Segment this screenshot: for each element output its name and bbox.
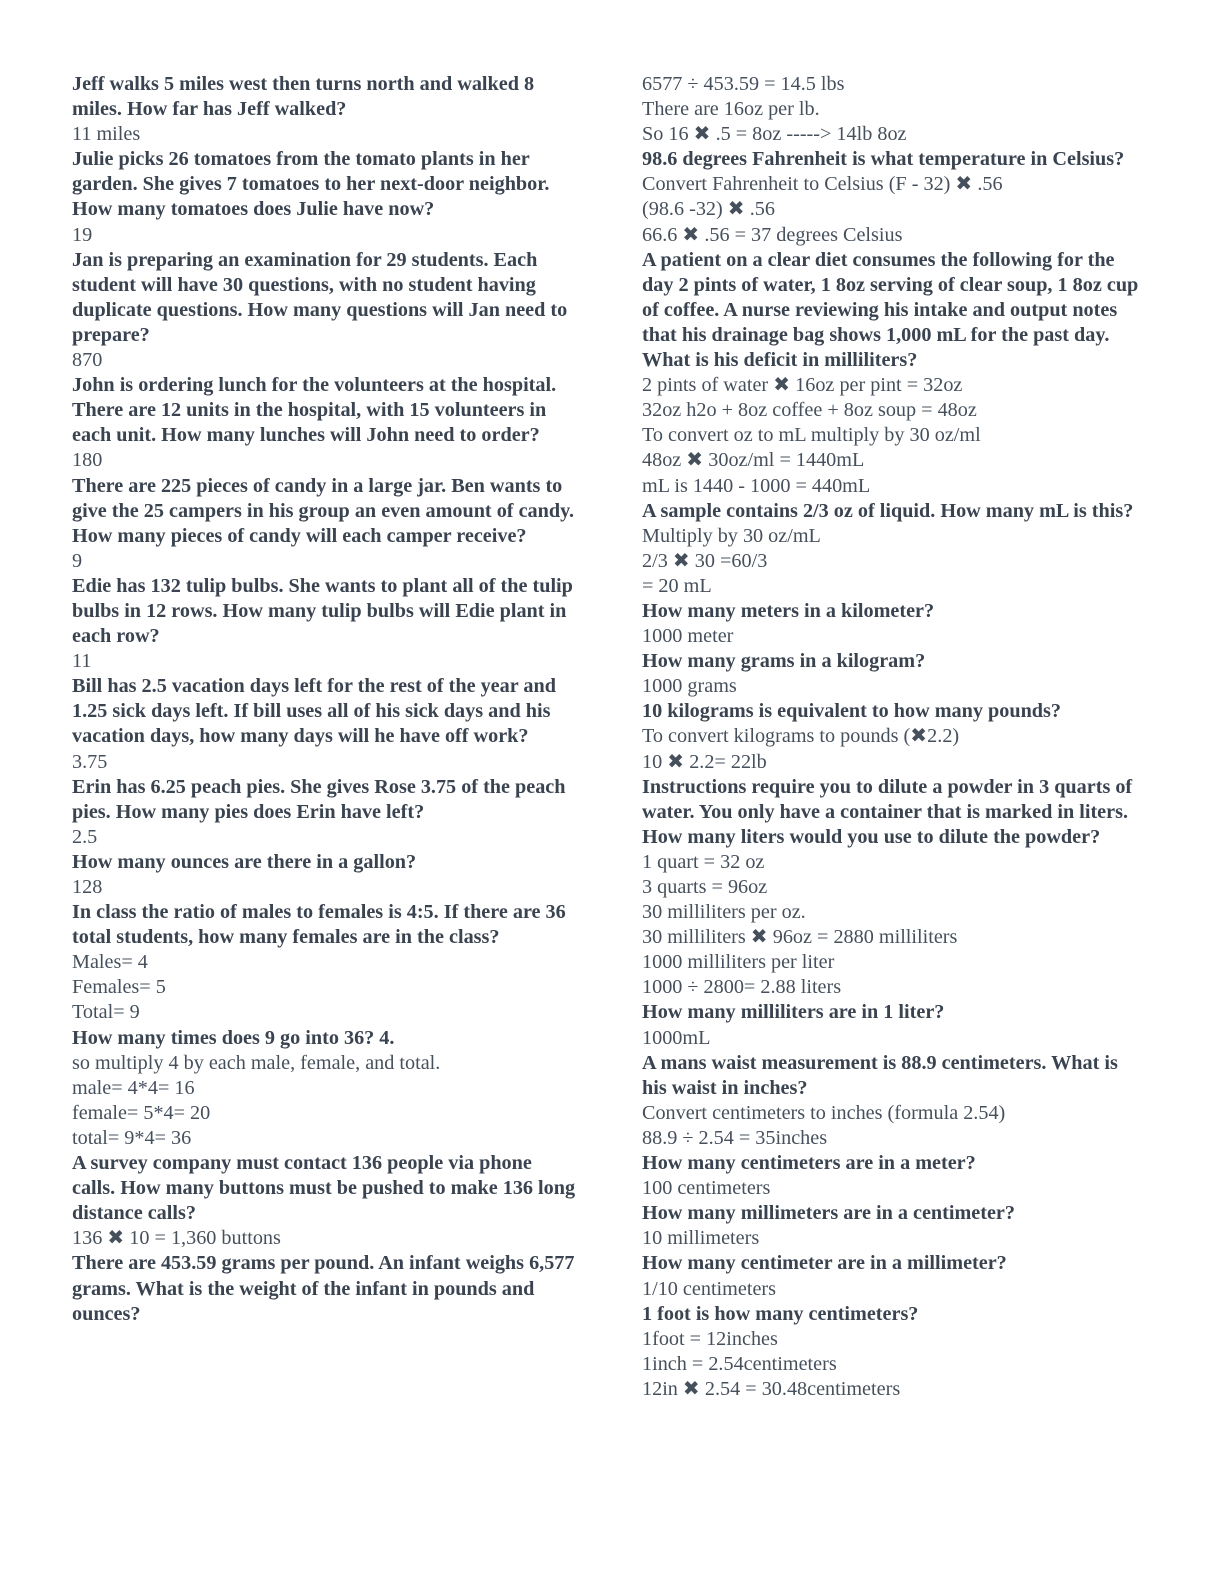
answer-text: 2.5 [72, 825, 98, 848]
question-text: Edie has 132 tulip bulbs. She wants to plant all of the tulip bulbs in 12 rows. How many tulip bulbs will Edie plant in each row? [72, 574, 578, 648]
question-text: There are 453.59 grams per pound. An infant weighs 6,577 grams. What is the weight of the infant in pounds and ounces? [72, 1252, 580, 1325]
answer-text: 1000mL [642, 1026, 711, 1049]
question-text: How many meters in a kilometer? [642, 599, 935, 622]
answer-text: 32oz h2o + 8oz coffee + 8oz soup = 48oz [642, 399, 977, 422]
answer-text: Males= 4 [72, 951, 148, 974]
question-text: Jan is preparing an examination for 29 students. Each student will have 30 questions, with no student having duplicate questions. How many questions will Jan need to prepare? [72, 248, 573, 346]
answer-text: Convert centimeters to inches (formula 2.54) [642, 1101, 1006, 1124]
answer-text: 19 [72, 223, 93, 246]
question-text: There are 225 pieces of candy in a large jar. Ben wants to give the 25 campers in his group an even amount of candy. How many pieces of candy will each camper receive? [72, 474, 580, 547]
question-text: 10 kilograms is equivalent to how many pounds? [642, 700, 1061, 723]
answer-text: 180 [72, 449, 103, 472]
answer-text: 66.6 ✖ .56 = 37 degrees Celsius [642, 223, 903, 246]
answer-text: 30 milliliters ✖ 96oz = 2880 milliliters [642, 926, 958, 949]
answer-text: 12in ✖ 2.54 = 30.48centimeters [642, 1377, 901, 1400]
answer-text: (98.6 -32) ✖ .56 [642, 198, 775, 221]
question-text: How many grams in a kilogram? [642, 650, 926, 673]
question-text: A mans waist measurement is 88.9 centimeters. What is his waist in inches? [642, 1051, 1123, 1099]
answer-text: 48oz ✖ 30oz/ml = 1440mL [642, 449, 865, 472]
answer-text: 9 [72, 549, 83, 572]
answer-text: 1000 ÷ 2800= 2.88 liters [642, 976, 842, 999]
answer-text: 10 ✖ 2.2= 22lb [642, 750, 767, 773]
answer-text: 6577 ÷ 453.59 = 14.5 lbs [642, 73, 845, 95]
answer-text: 3.75 [72, 750, 108, 773]
answer-text: 1000 milliliters per liter [642, 951, 835, 974]
question-text: Instructions require you to dilute a powder in 3 quarts of water. You only have a container that is marked in liters. How many liters would you use to dilute the powder? [642, 775, 1138, 848]
question-text: How many centimeters are in a meter? [642, 1152, 976, 1175]
answer-text: mL is 1440 - 1000 = 440mL [642, 474, 871, 497]
question-text: John is ordering lunch for the volunteers at the hospital. There are 12 units in the hospital, with 15 volunteers in each unit. How many lunches will John need to order? [72, 374, 561, 447]
question-text: How many millimeters are in a centimeter? [642, 1202, 1015, 1225]
answer-text: 1inch = 2.54centimeters [642, 1352, 837, 1375]
answer-text: 1foot = 12inches [642, 1327, 778, 1350]
answer-text: 10 millimeters [642, 1227, 760, 1250]
answer-text: 11 miles [72, 123, 141, 146]
question-text: How many milliliters are in 1 liter? [642, 1001, 945, 1024]
right-column [642, 72, 1146, 1402]
answer-text: 3 quarts = 96oz [642, 876, 768, 898]
answer-text: 1000 meter [642, 625, 734, 648]
answer-text: total= 9*4= 36 [72, 1126, 192, 1149]
answer-text: 88.9 ÷ 2.54 = 35inches [642, 1126, 828, 1149]
question-text: How many times does 9 go into 36? 4. [72, 1026, 395, 1049]
answer-text: 2 pints of water ✖ 16oz per pint = 32oz [642, 374, 963, 397]
question-text: 1 foot is how many centimeters? [642, 1302, 919, 1325]
question-text: A survey company must contact 136 people via phone calls. How many buttons must be pushed to make 136 long distance calls? [72, 1152, 581, 1225]
answer-text: There are 16oz per lb. [642, 98, 820, 121]
answer-text: 128 [72, 876, 103, 898]
answer-text: Multiply by 30 oz/mL [642, 524, 821, 547]
answer-text: so multiply 4 by each male, female, and total. [72, 1051, 441, 1074]
answer-text: 1000 grams [642, 675, 737, 698]
question-text: How many ounces are there in a gallon? [72, 850, 417, 873]
answer-text: 870 [72, 349, 103, 372]
answer-text: Convert Fahrenheit to Celsius (F - 32) ✖ .56 [642, 173, 1003, 196]
answer-text: 1/10 centimeters [642, 1277, 776, 1300]
answer-text: 2/3 ✖ 30 =60/3 [642, 549, 768, 572]
question-text: How many centimeter are in a millimeter? [642, 1252, 1007, 1275]
question-text: 98.6 degrees Fahrenheit is what temperature in Celsius? [642, 148, 1125, 171]
question-text: A patient on a clear diet consumes the following for the day 2 pints of water, 1 8oz serving of clear soup, 1 8oz cup of coffee. A nurse reviewing his intake and output notes that his drainage bag shows 1,000 mL for the past day. What is his deficit in milliliters? [642, 248, 1144, 372]
question-text: Erin has 6.25 peach pies. She gives Rose 3.75 of the peach pies. How many pies does Erin have left? [72, 775, 571, 823]
answer-text: 136 ✖ 10 = 1,360 buttons [72, 1227, 281, 1250]
answer-text: 11 [72, 650, 92, 673]
question-text: Bill has 2.5 vacation days left for the rest of the year and 1.25 sick days left. If bill uses all of his sick days and his vacation days, how many days will he have off work? [72, 675, 561, 748]
answer-text: 30 milliliters per oz. [642, 901, 806, 924]
answer-text: female= 5*4= 20 [72, 1101, 211, 1124]
left-column [72, 72, 581, 1327]
answer-text: Females= 5 [72, 976, 166, 999]
answer-text: So 16 ✖ .5 = 8oz -----> 14lb 8oz [642, 123, 907, 146]
question-text: Jeff walks 5 miles west then turns north and walked 8 miles. How far has Jeff walked? [72, 73, 540, 121]
answer-text: = 20 mL [642, 574, 712, 597]
answer-text: 1 quart = 32 oz [642, 850, 765, 873]
question-text: A sample contains 2/3 oz of liquid. How many mL is this? [642, 499, 1134, 522]
answer-text: male= 4*4= 16 [72, 1076, 195, 1099]
question-text: In class the ratio of males to females is 4:5. If there are 36 total students, how many females are in the class? [72, 901, 571, 949]
answer-text: 100 centimeters [642, 1177, 771, 1200]
answer-text: Total= 9 [72, 1001, 140, 1024]
question-text: Julie picks 26 tomatoes from the tomato plants in her garden. She gives 7 tomatoes to her next-door neighbor. How many tomatoes does Julie have now? [72, 148, 555, 221]
answer-text: To convert kilograms to pounds (✖2.2) [642, 725, 960, 748]
answer-text: To convert oz to mL multiply by 30 oz/ml [642, 424, 981, 447]
